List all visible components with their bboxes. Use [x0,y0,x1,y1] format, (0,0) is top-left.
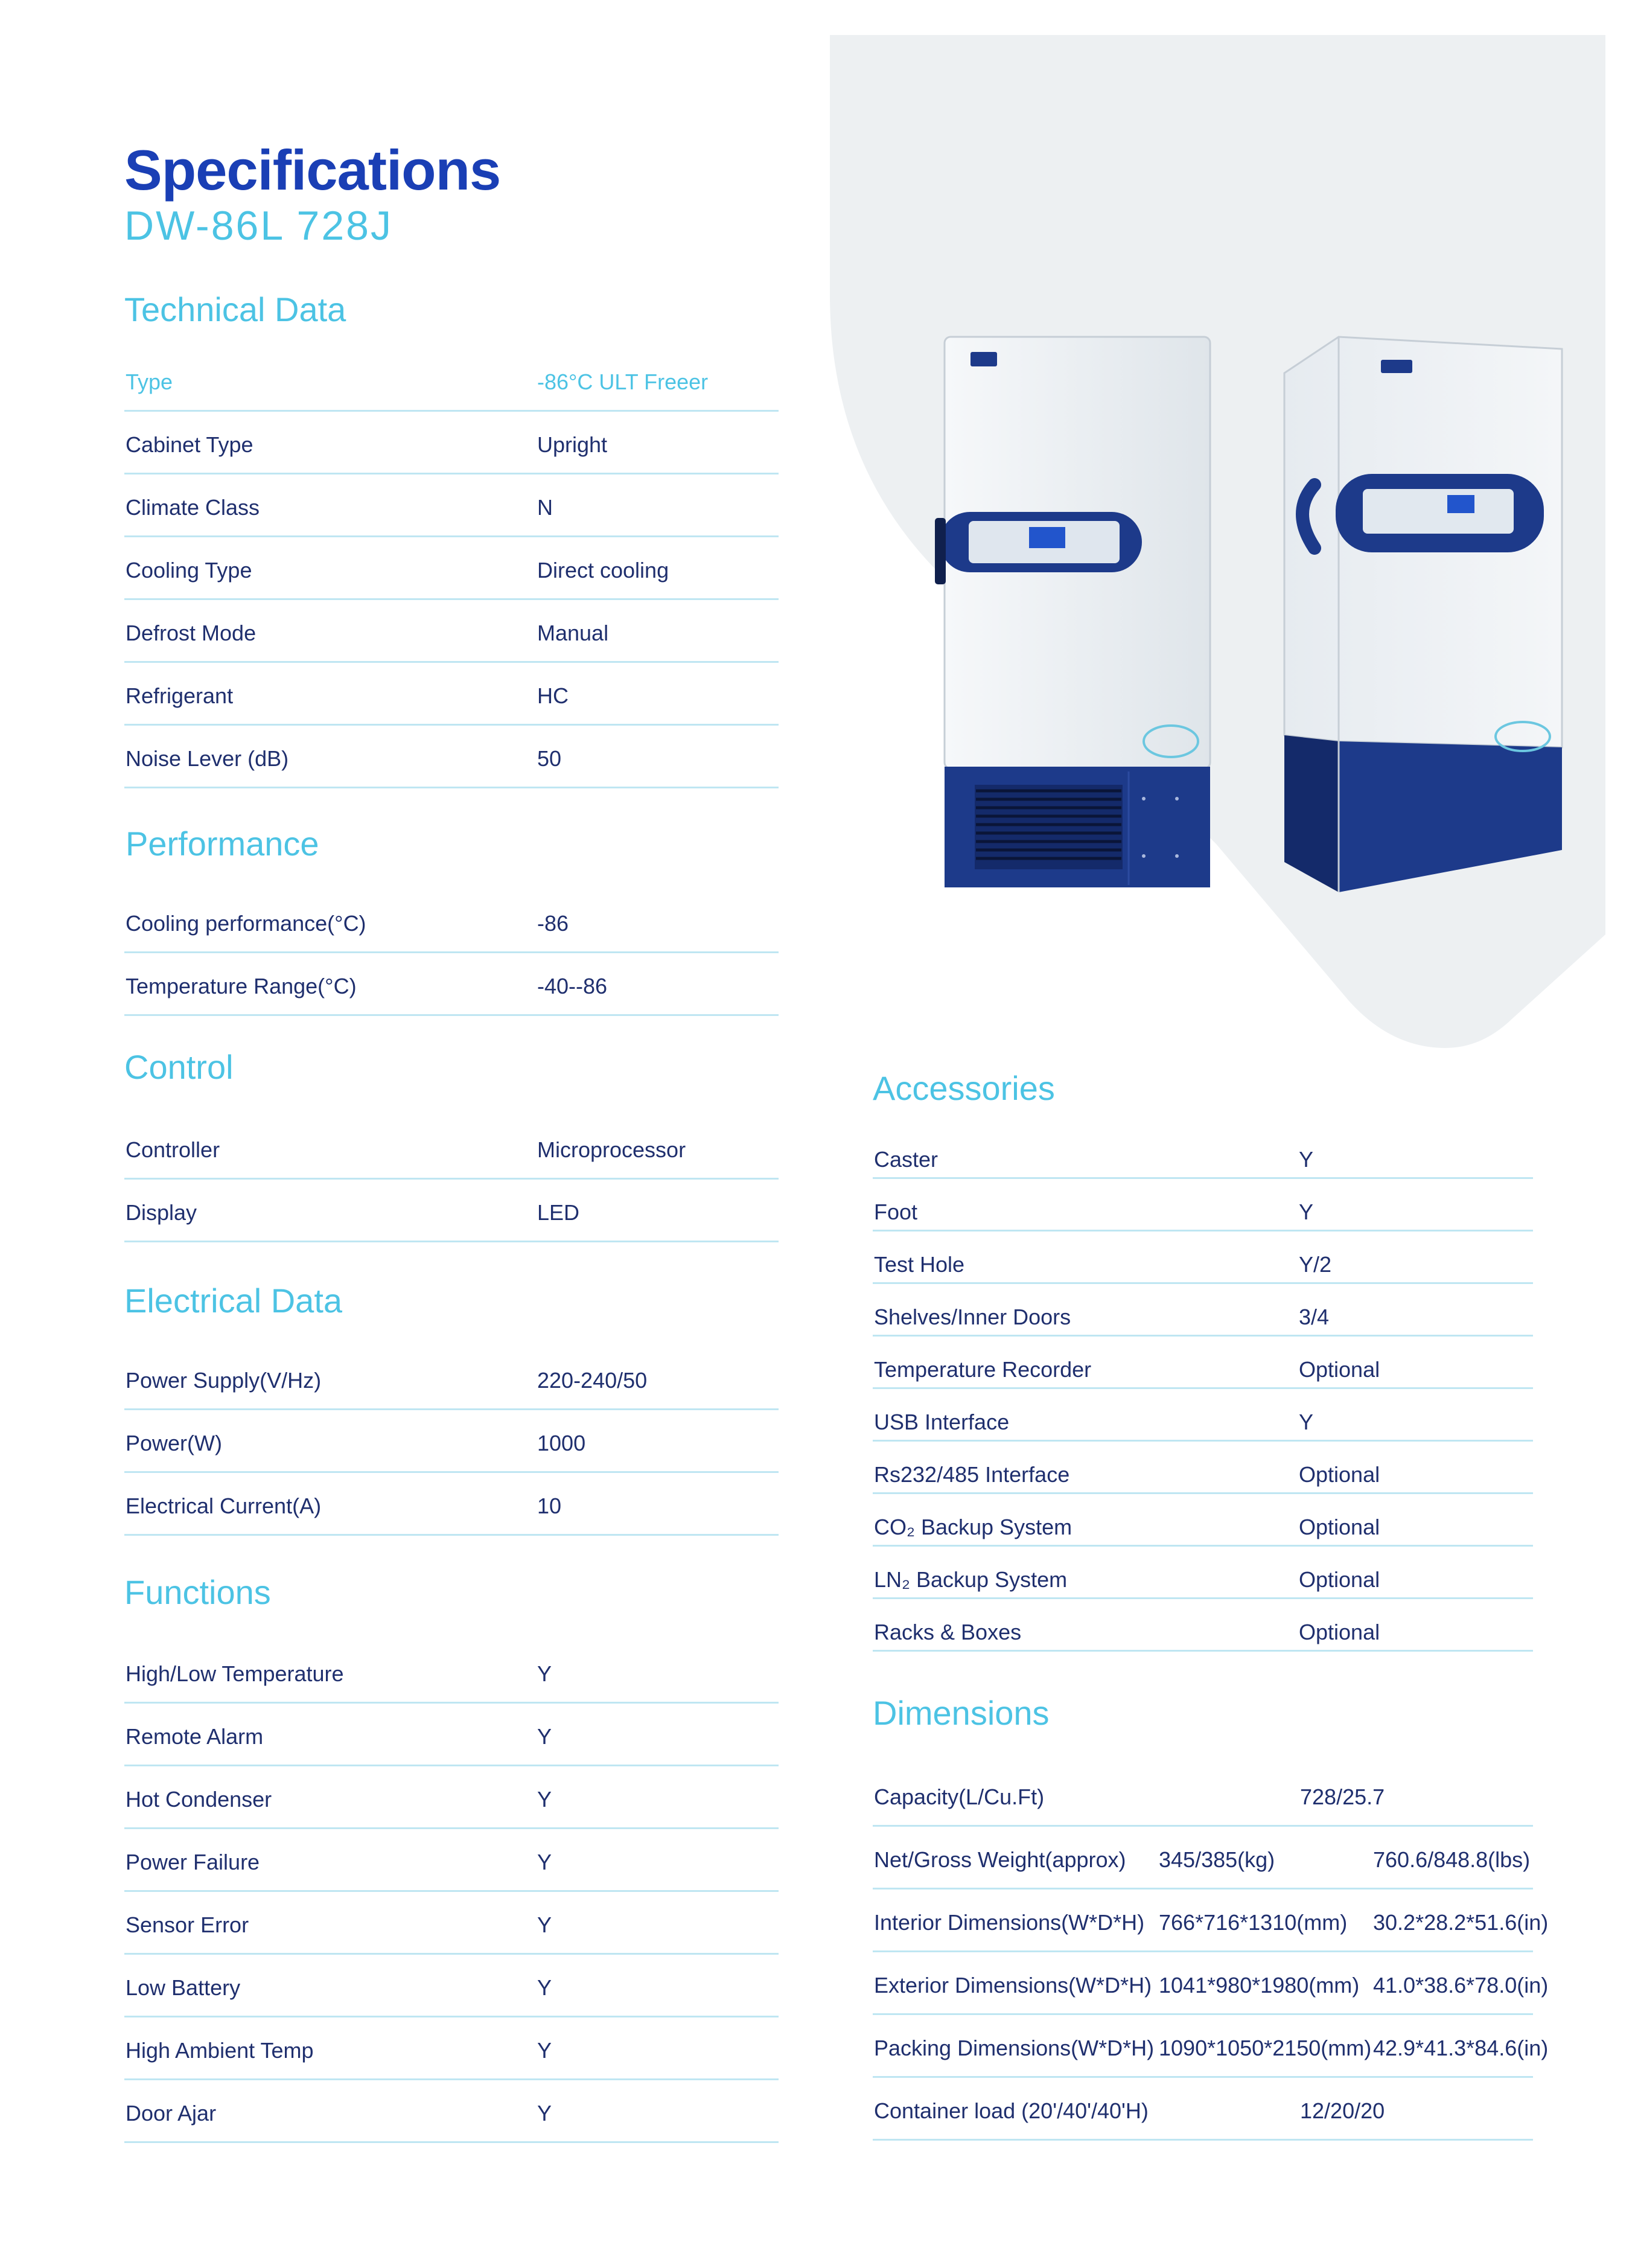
technical-row-label: Cabinet Type [126,432,253,457]
technical-row-label: Type [126,369,173,394]
accessories-row [873,1442,1533,1494]
technical-row [124,537,779,600]
electrical-row-label: Power(W) [126,1431,222,1455]
accessories-row-label: Foot [874,1199,918,1224]
technical-row-value: -86°C ULT Freeer [537,369,709,394]
dimensions-row-label: Net/Gross Weight(approx) [874,1847,1126,1872]
accessories-row-label: CO₂ Backup System [874,1515,1072,1539]
accessories-row-label: LN₂ Backup System [874,1567,1068,1592]
dimensions-row-imperial: 42.9*41.3*84.6(in) [1373,2036,1549,2060]
technical-row-value: Upright [537,432,608,457]
electrical-data-heading: Electrical Data [124,1282,343,1320]
control-row-value: LED [537,1200,580,1225]
accessories-row-value: Y [1299,1147,1314,1172]
technical-row-value: Direct cooling [537,558,669,583]
model-number: DW-86L 728J [124,203,393,249]
technical-row [124,412,779,474]
dimensions-row-metric: 345/385(kg) [1159,1847,1275,1872]
accessories-row [873,1494,1533,1547]
dimensions-row-label: Capacity(L/Cu.Ft) [874,1784,1045,1809]
technical-row-value: 50 [537,746,562,771]
technical-row [124,663,779,726]
electrical-row-value: 220-240/50 [537,1368,648,1393]
performance-row [124,953,779,1016]
electrical-row-value: 1000 [537,1431,586,1455]
technical-row-value: HC [537,683,569,708]
functions-row [124,1892,779,1955]
functions-row [124,1829,779,1892]
functions-row-label: High/Low Temperature [126,1661,344,1686]
technical-row-value: Manual [537,621,609,645]
functions-row-value: Y [537,1661,552,1686]
functions-row-label: High Ambient Temp [126,2038,314,2063]
dimensions-row-label: Exterior Dimensions(W*D*H) [874,1973,1152,1998]
accessories-row-label: Temperature Recorder [874,1357,1092,1382]
functions-row-value: Y [537,1724,552,1749]
functions-row-value: Y [537,2101,552,2126]
dimensions-row-metric: 766*716*1310(mm) [1159,1910,1348,1935]
technical-row [124,349,779,412]
functions-row-label: Power Failure [126,1850,260,1874]
technical-row [124,600,779,663]
accessories-row [873,1284,1533,1337]
electrical-row [124,1347,779,1410]
technical-row-label: Defrost Mode [126,621,257,645]
technical-row [124,474,779,537]
functions-row [124,1955,779,2017]
technical-row-label: Cooling Type [126,558,252,583]
functions-row-label: Hot Condenser [126,1787,272,1812]
accessories-row-value: Optional [1299,1620,1380,1644]
functions-row-label: Low Battery [126,1975,241,2000]
accessories-row-label: Test Hole [874,1252,965,1277]
technical-data-heading: Technical Data [124,290,346,328]
accessories-row-label: USB Interface [874,1410,1010,1434]
control-row-label: Display [126,1200,197,1225]
accessories-row [873,1547,1533,1599]
accessories-row-label: Racks & Boxes [874,1620,1022,1644]
dimensions-row [873,2078,1533,2141]
accessories-row [873,1337,1533,1389]
functions-row-value: Y [537,1975,552,2000]
functions-row-value: Y [537,1787,552,1812]
electrical-row-label: Power Supply(V/Hz) [126,1368,322,1393]
dimensions-row-label: Interior Dimensions(W*D*H) [874,1910,1145,1935]
dimensions-row-imperial: 41.0*38.6*78.0(in) [1373,1973,1549,1998]
performance-row-value: -86 [537,911,569,936]
technical-row-value: N [537,495,553,520]
accessories-row-value: Optional [1299,1462,1380,1487]
electrical-row-label: Electrical Current(A) [126,1493,322,1518]
performance-row-value: -40--86 [537,974,608,998]
dimensions-row-value: 728/25.7 [1300,1784,1385,1809]
dimensions-row-metric: 1090*1050*2150(mm) [1159,2036,1372,2060]
accessories-row [873,1179,1533,1231]
accessories-row-label: Caster [874,1147,939,1172]
functions-row [124,2080,779,2143]
dimensions-row [873,2015,1549,2078]
page-title: Specifications [124,138,501,202]
functions-heading: Functions [124,1573,271,1611]
dimensions-row-label: Packing Dimensions(W*D*H) [874,2036,1155,2060]
electrical-row [124,1473,779,1536]
technical-row-label: Refrigerant [126,683,234,708]
freezer-angle-image [1278,331,1574,892]
dimensions-row-imperial: 30.2*28.2*51.6(in) [1373,1910,1549,1935]
dimensions-row [873,1827,1533,1889]
accessories-row [873,1599,1533,1652]
control-heading: Control [124,1048,234,1086]
functions-row-label: Remote Alarm [126,1724,264,1749]
technical-row [124,726,779,788]
performance-row-label: Temperature Range(°C) [126,974,357,998]
dimensions-row [873,1889,1549,1952]
accessories-row [873,1126,1533,1179]
electrical-row-value: 10 [537,1493,562,1518]
functions-row-value: Y [537,1912,552,1937]
functions-row [124,1641,779,1704]
dimensions-row-imperial: 760.6/848.8(lbs) [1373,1847,1531,1872]
control-row [124,1180,779,1242]
performance-row-label: Cooling performance(°C) [126,911,366,936]
freezer-front-image [932,331,1222,892]
dimensions-row [873,1952,1549,2015]
functions-row-value: Y [537,1850,552,1874]
performance-heading: Performance [126,825,319,863]
dimensions-heading: Dimensions [873,1694,1050,1732]
accessories-heading: Accessories [873,1069,1055,1107]
accessories-row-value: Optional [1299,1567,1380,1592]
functions-row-label: Sensor Error [126,1912,249,1937]
accessories-row [873,1389,1533,1442]
accessories-row-value: 3/4 [1299,1305,1330,1329]
functions-row [124,1704,779,1766]
accessories-row-label: Rs232/485 Interface [874,1462,1070,1487]
functions-row-value: Y [537,2038,552,2063]
control-row-label: Controller [126,1137,220,1162]
control-row [124,1117,779,1180]
accessories-row-label: Shelves/Inner Doors [874,1305,1071,1329]
accessories-row [873,1231,1533,1284]
accessories-row-value: Y [1299,1410,1314,1434]
dimensions-row-label: Container load (20'/40'/40'H) [874,2098,1149,2123]
dimensions-row-value: 12/20/20 [1300,2098,1385,2123]
functions-row-label: Door Ajar [126,2101,217,2126]
functions-row [124,1766,779,1829]
accessories-row-value: Optional [1299,1515,1380,1539]
control-row-value: Microprocessor [537,1137,686,1162]
dimensions-row-metric: 1041*980*1980(mm) [1159,1973,1360,1998]
performance-row [124,890,779,953]
technical-row-label: Climate Class [126,495,260,520]
electrical-row [124,1410,779,1473]
functions-row [124,2017,779,2080]
accessories-row-value: Y/2 [1299,1252,1332,1277]
accessories-row-value: Optional [1299,1357,1380,1382]
accessories-row-value: Y [1299,1199,1314,1224]
technical-row-label: Noise Lever (dB) [126,746,289,771]
dimensions-row [873,1764,1533,1827]
